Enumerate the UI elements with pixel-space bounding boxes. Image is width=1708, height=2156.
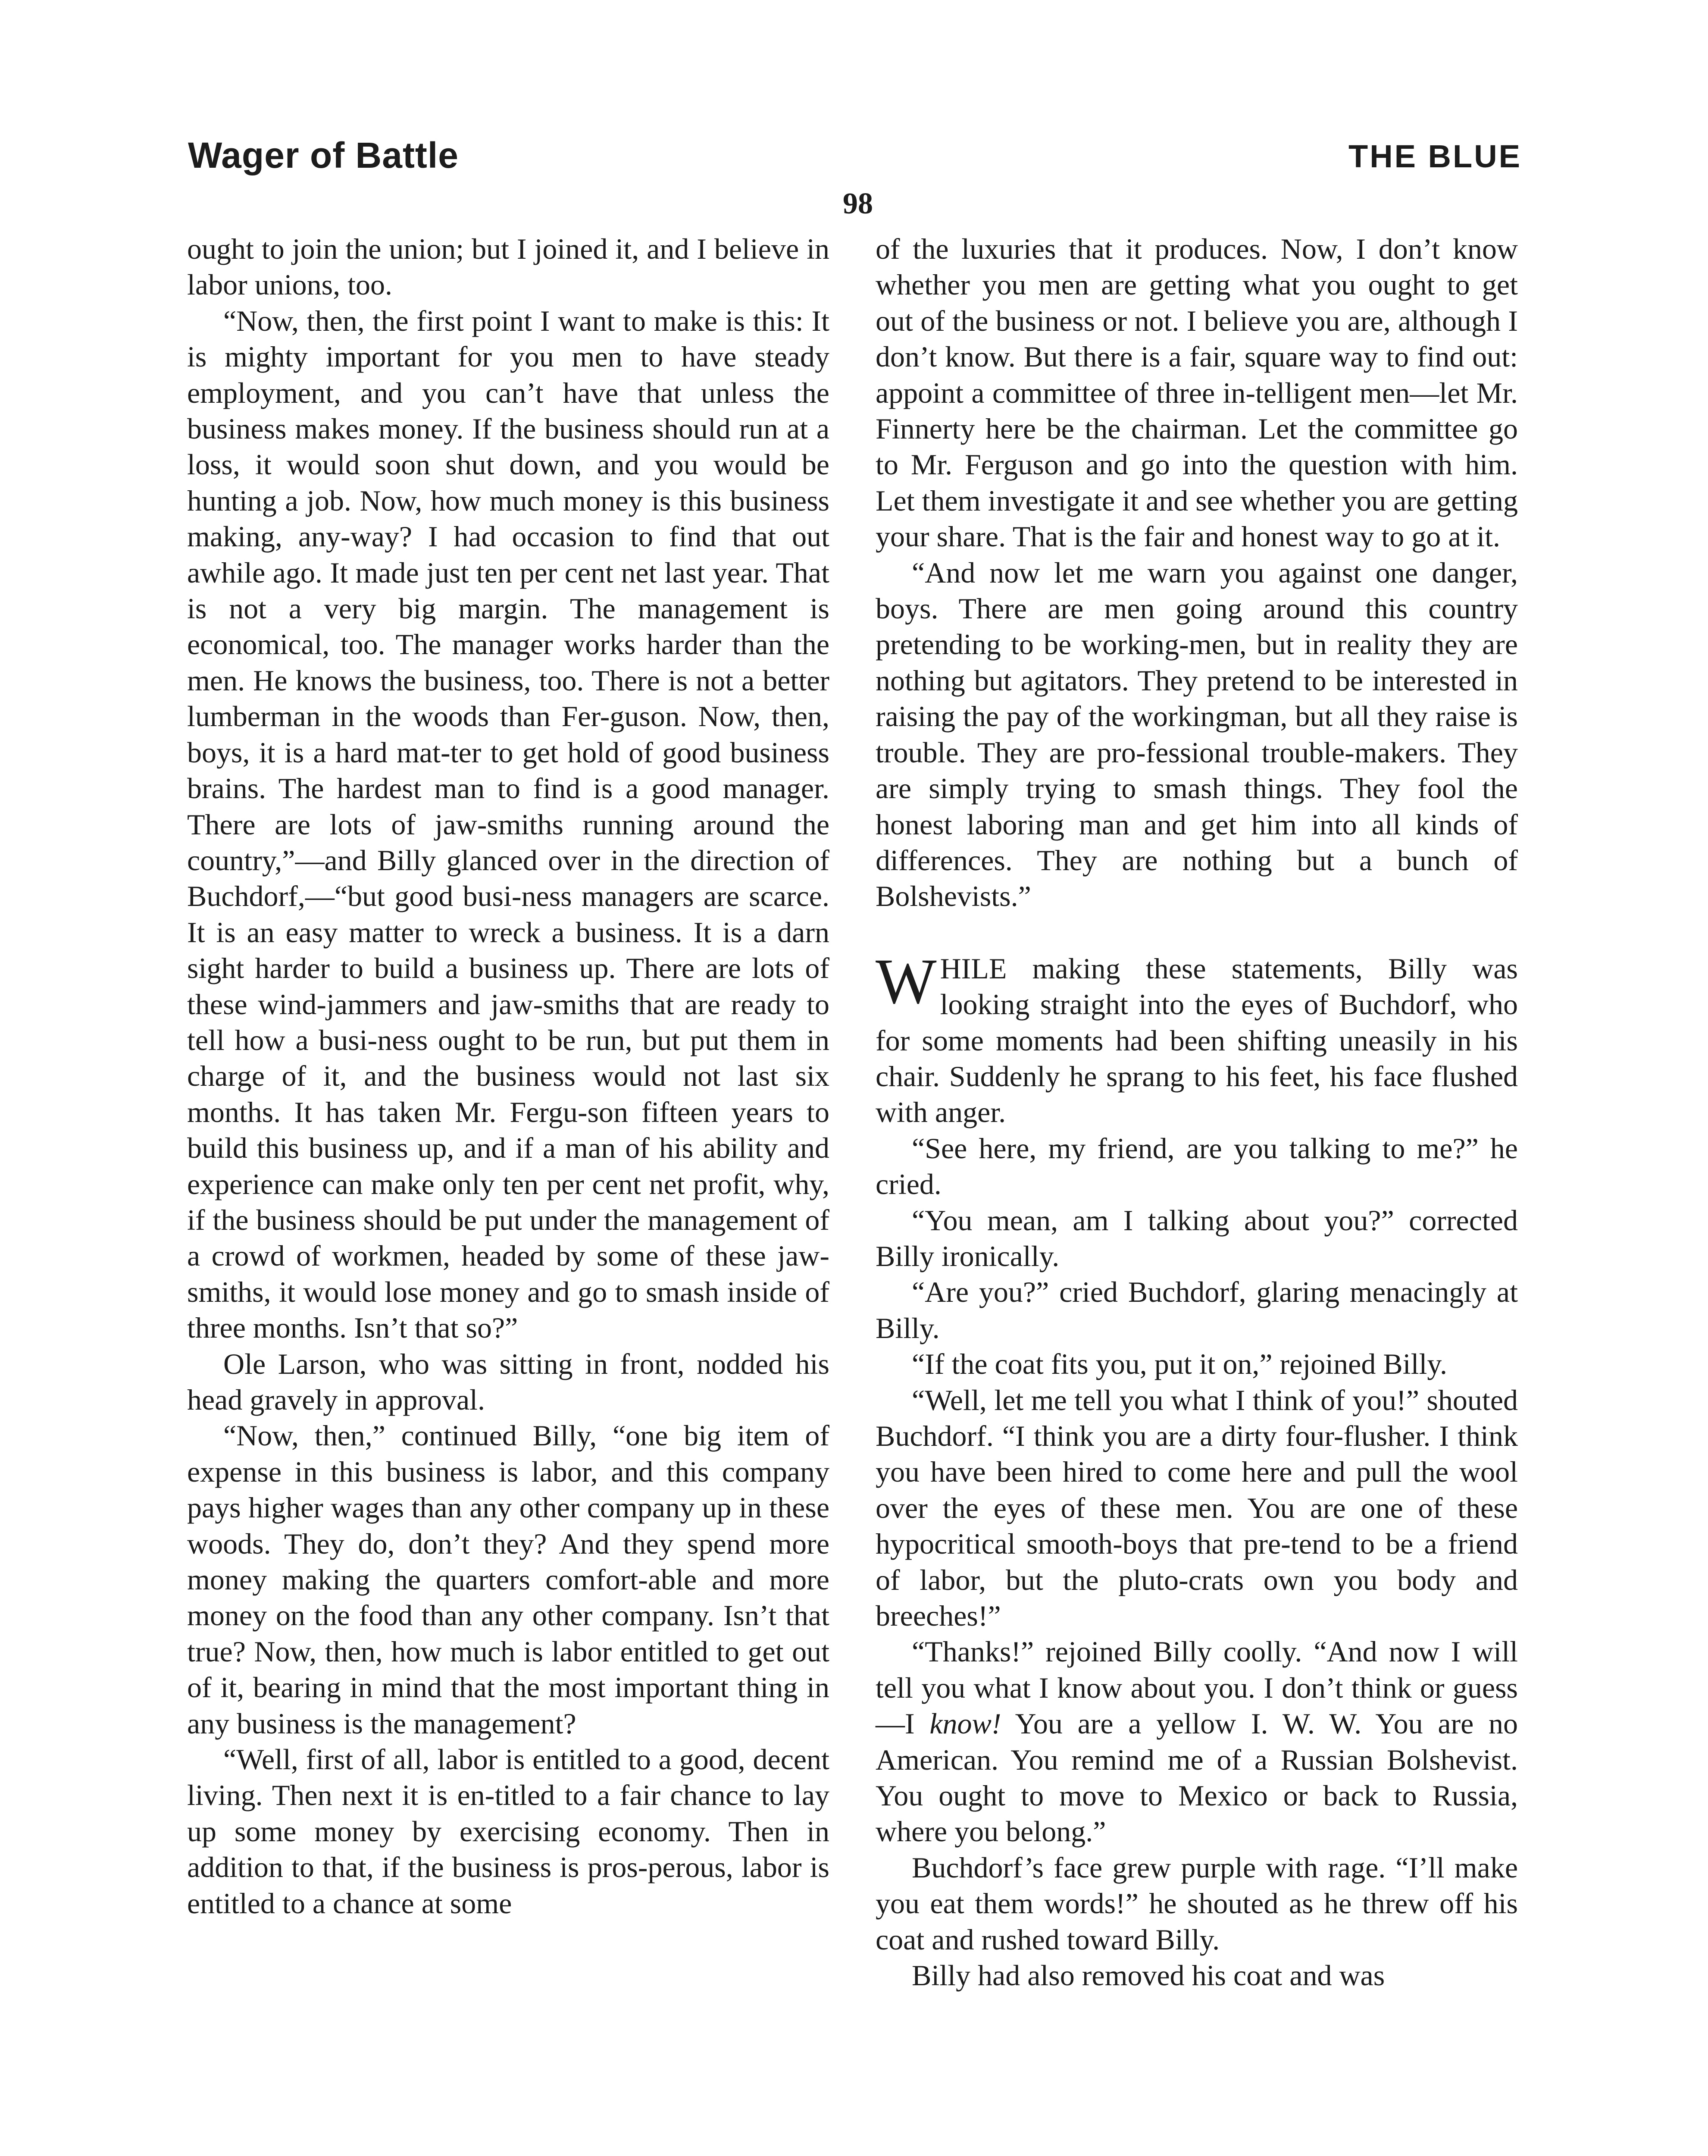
text-run: “Thanks!” rejoined Billy coolly. “And now I will tell you what I know about you. I don’t think or guess—I [876, 1635, 1518, 1740]
section-opening-text: HILE making these statements, Billy was looking straight into the eyes of Buchdorf, who for some moments had been shifting uneasily in his chair. Suddenly he sprang to his feet, his face flushed with anger. [876, 952, 1518, 1129]
paragraph: ought to join the union; but I joined it, and I believe in labor unions, too. [187, 232, 829, 301]
paragraph: “Now, then, the first point I want to make is this: It is mighty important for you men to have steady employment, and you can’t have that unless the business makes money. If the business should run at a loss, it would soon shut down, and you would be hunting a job. Now, how much money is this business making, any-way? I had occasion to find that out awhile ago. It made just ten per cent net last year. That is not a very big margin. The management is economical, too. The manager works harder than the men. He knows the business, too. There is not a better lumberman in the woods than Fer-guson. Now, then, boys, it is a hard mat-ter to get hold of good business brains. The hardest man to find is a good manager. There are lots of jaw-smiths running around the country,”—and Billy glanced over in the direction of Buchdorf,—“but good busi-ness managers are scarce. It is an easy matter to wreck a business. It is a darn sight harder to build a business up. There are lots of these wind-jammers and jaw-smiths that are ready to tell how a busi-ness ought to be run, but put them in charge of it, and the business would not last six months. It has taken Mr. Fergu-son fifteen years to build this business up, and if a man of his ability and experience can make only ten per cent net profit, why, if the business should be put under the management of a crowd of workmen, headed by some of these jaw-smiths, it would lose money and go to smash inside of three months. Isn’t that so?” [187, 304, 829, 1344]
paragraph: “Now, then,” continued Billy, “one big item of expense in this business is labor, and this company pays higher wages than any other company up in these woods. They do, don’t they? And they spend more money making the quarters comfort-able and more money on the food than any other company. Isn’t that true? Now, then, how much is labor entitled to get out of it, bearing in mind that the most important thing in any business is the management? [187, 1419, 829, 1740]
running-head-title: Wager of Battle [188, 135, 459, 175]
drop-cap: W [876, 945, 937, 1017]
right-column [876, 231, 1518, 1994]
section-opening-paragraph [876, 945, 1518, 1131]
paragraph: of the luxuries that it produces. Now, I don’t know whether you men are getting what you ought to get out of the business or not. I believe you are, although I don’t know. But there is a fair, square way to find out: appoint a committee of three in-telligent men—let Mr. Finnerty here be the chairman. Let the committee go to Mr. Ferguson and go into the question with him. Let them investigate it and see whether you are getting your share. That is the fair and honest way to go at it. [876, 232, 1518, 553]
paragraph: Billy had also removed his coat and was [912, 1959, 1385, 1992]
paragraph: “See here, my friend, are you talking to me?” he cried. [876, 1131, 1518, 1201]
paragraph: “Well, first of all, labor is entitled to a good, decent living. Then next it is en-titled to a fair chance to lay up some money by exercising economy. Then in addition to that, if the business is pros-perous, labor is entitled to a chance at some [187, 1743, 829, 1920]
paragraph: “Well, let me tell you what I think of you!” shouted Buchdorf. “I think you are a dirty four-flusher. I think you have been hired to come here and pull the wool over the eyes of these men. You are one of these hypocritical smooth-boys that pre-tend to be a friend of labor, but the pluto-crats own you body and breeches!” [876, 1383, 1518, 1633]
paragraph: “And now let me warn you against one danger, boys. There are men going around this country pretending to be working-men, but in reality they are nothing but agitators. They pretend to be interested in raising the pay of the workingman, but all they raise is trouble. They are pro-fessional trouble-makers. They are simply trying to smash things. They fool the honest laboring man and get him into all kinds of differences. They are nothing but a bunch of Bolshevists.” [876, 556, 1518, 913]
paragraph: “Are you?” cried Buchdorf, glaring menacingly at Billy. [876, 1275, 1518, 1344]
text-run: You are a yellow I. W. W. You are no American. You remind me of a Russian Bolshevist. You ought to move to Mexico or back to Russia, where you belong.” [876, 1707, 1518, 1848]
running-head-publication: THE BLUE [1348, 138, 1522, 174]
paragraph: Ole Larson, who was sitting in front, nodded his head gravely in approval. [187, 1347, 829, 1416]
italic-emphasis: know! [929, 1707, 1001, 1740]
paragraph: “You mean, am I talking about you?” corrected Billy ironically. [876, 1203, 1518, 1272]
page-number: 98 [843, 187, 873, 220]
paragraph: “If the coat fits you, put it on,” rejoined Billy. [912, 1348, 1447, 1381]
paragraph [876, 1634, 1518, 1849]
paragraph: Buchdorf’s face grew purple with rage. “I’ll make you eat them words!” he shouted as he threw off his coat and rushed toward Billy. [876, 1851, 1518, 1956]
left-column [187, 231, 829, 1921]
